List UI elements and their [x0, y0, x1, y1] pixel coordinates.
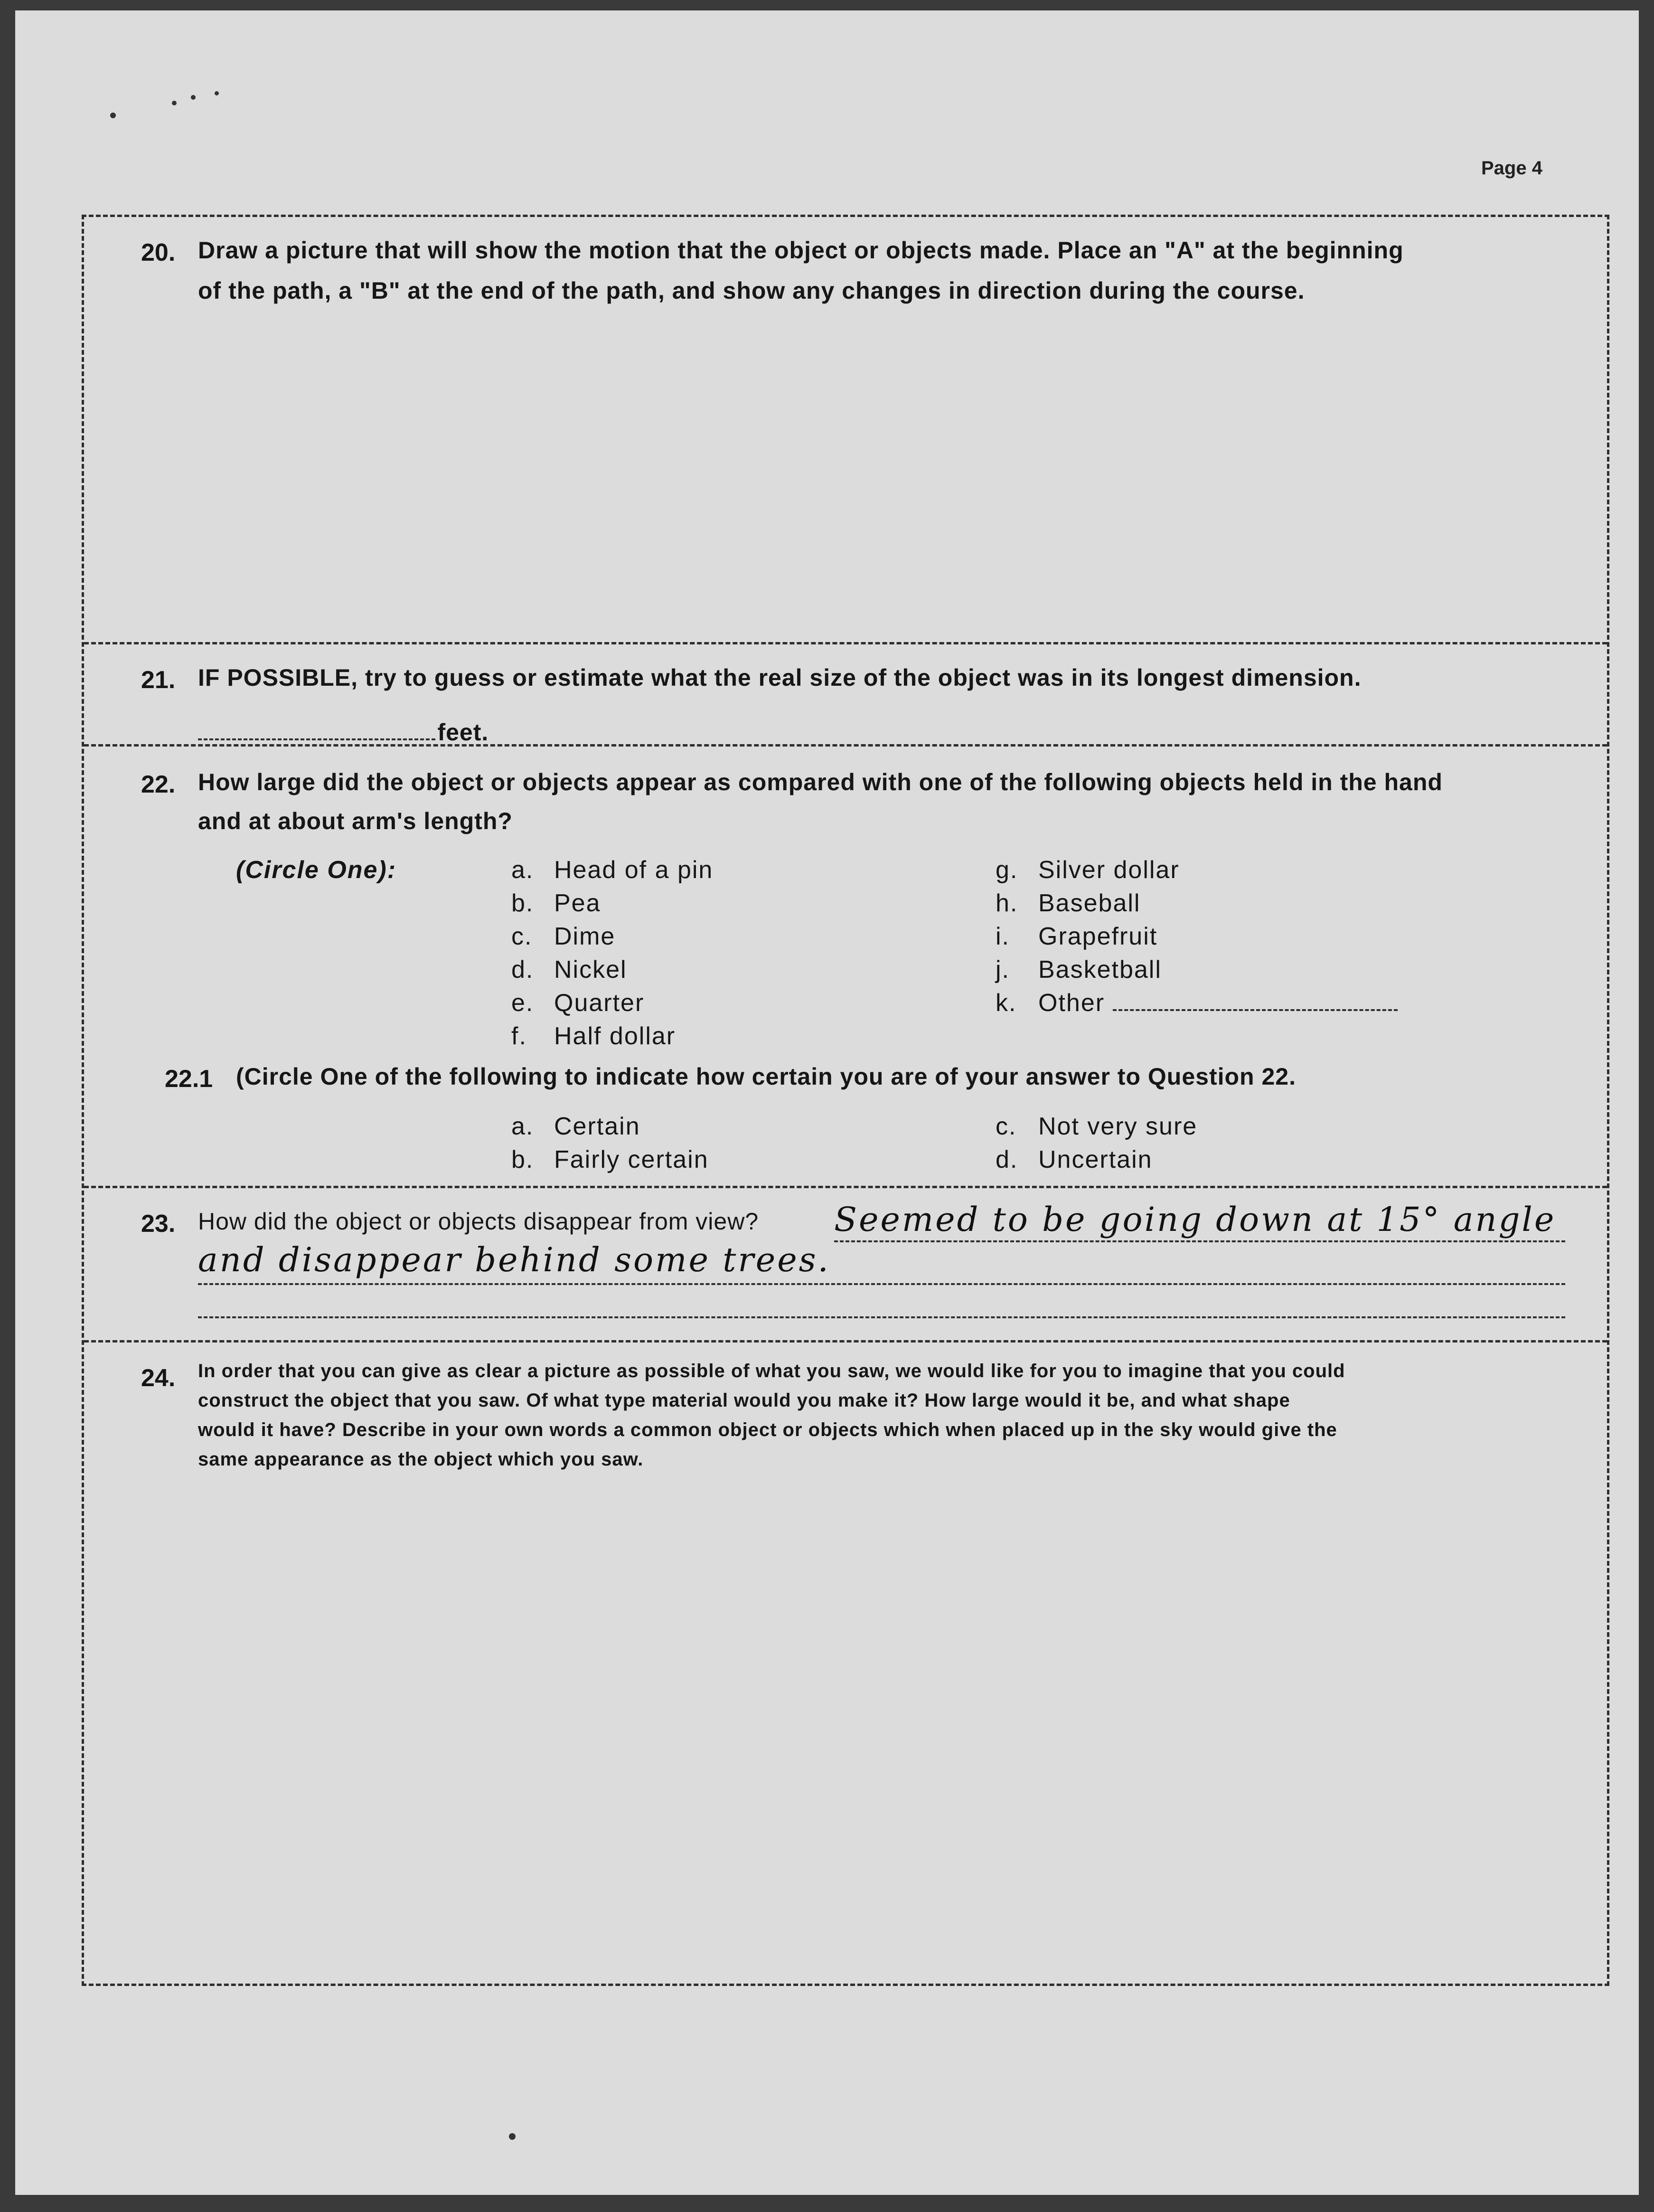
- option-label: Baseball: [1038, 889, 1141, 917]
- description-area[interactable]: [198, 1494, 1575, 1960]
- option-e[interactable]: [511, 989, 644, 1017]
- scan-speck: [191, 95, 196, 100]
- scan-speck: [215, 91, 219, 95]
- question-23-text: How did the object or objects disappear from view?: [198, 1208, 759, 1235]
- certainty-option-d[interactable]: [996, 1145, 1153, 1174]
- option-letter: i.: [996, 923, 1010, 950]
- question-22-text-line1: How large did the object or objects appear as compared with one of the following objects held in the hand: [198, 769, 1443, 795]
- question-22-text-line2: and at about arm's length?: [198, 808, 513, 834]
- certainty-option-b[interactable]: [511, 1145, 709, 1174]
- option-letter: c.: [996, 1113, 1017, 1140]
- option-letter: a.: [511, 1113, 534, 1140]
- option-label: Other: [1038, 989, 1105, 1017]
- option-k[interactable]: [996, 989, 1398, 1017]
- option-label: Uncertain: [1038, 1146, 1153, 1173]
- question-21-text: IF POSSIBLE, try to guess or estimate what the real size of the object was in its longest dimension.: [198, 664, 1362, 691]
- question-24-text-line2: construct the object that you saw. Of what type material would you make it? How large would it be, and what shape: [198, 1390, 1290, 1411]
- question-24-text-line3: would it have? Describe in your own words a common object or objects which when placed up in the sky would give the: [198, 1419, 1337, 1440]
- option-h[interactable]: [996, 889, 1140, 917]
- option-letter: g.: [996, 856, 1018, 884]
- option-a[interactable]: [511, 856, 713, 884]
- option-label: Nickel: [554, 956, 627, 983]
- scan-speck: [110, 113, 116, 118]
- question-20-number: 20.: [141, 239, 176, 266]
- option-c[interactable]: [511, 922, 615, 951]
- option-label: Not very sure: [1038, 1113, 1198, 1140]
- option-letter: j.: [996, 956, 1010, 983]
- question-23-number: 23.: [141, 1210, 176, 1238]
- drawing-area[interactable]: [198, 326, 1575, 621]
- option-letter: b.: [511, 1146, 534, 1173]
- option-letter: c.: [511, 923, 533, 950]
- option-letter: b.: [511, 889, 534, 917]
- handwritten-answer-line1: Seemed to be going down at 15° angle: [834, 1200, 1556, 1239]
- option-d[interactable]: [511, 955, 627, 984]
- scan-speck: [172, 101, 177, 105]
- answer-line-2[interactable]: [198, 1283, 1565, 1285]
- option-label: Dime: [554, 923, 616, 950]
- question-22-number: 22.: [141, 771, 176, 798]
- option-label: Half dollar: [554, 1022, 676, 1050]
- option-label: Grapefruit: [1038, 923, 1158, 950]
- question-22-section: [84, 747, 1607, 1188]
- size-unit-label: feet.: [437, 719, 489, 746]
- option-letter: e.: [511, 989, 534, 1017]
- question-20-text-line2: of the path, a "B" at the end of the path, and show any changes in direction during the course.: [198, 277, 1305, 304]
- circle-one-label: (Circle One):: [236, 856, 397, 884]
- handwritten-answer-line2: and disappear behind some trees.: [198, 1240, 830, 1279]
- question-form: [82, 215, 1609, 1986]
- question-21-number: 21.: [141, 666, 176, 694]
- option-label: Quarter: [554, 989, 645, 1017]
- option-letter: f.: [511, 1022, 527, 1050]
- option-i[interactable]: [996, 922, 1157, 951]
- answer-line-1[interactable]: [834, 1240, 1565, 1242]
- question-20-text-line1: Draw a picture that will show the motion that the object or objects made. Place an "A" at the beginning: [198, 237, 1404, 264]
- answer-line-3[interactable]: [198, 1316, 1565, 1318]
- option-label: Certain: [554, 1113, 640, 1140]
- question-24-text-line1: In order that you can give as clear a picture as possible of what you saw, we would like for you to imagine that you could: [198, 1361, 1345, 1381]
- option-letter: d.: [511, 956, 534, 983]
- question-21-section: [84, 644, 1607, 747]
- option-label: Silver dollar: [1038, 856, 1180, 884]
- scan-speck: [509, 2133, 516, 2140]
- question-24-text-line4: same appearance as the object which you saw.: [198, 1449, 644, 1470]
- option-letter: d.: [996, 1146, 1018, 1173]
- question-22-1-number: 22.1: [165, 1065, 213, 1093]
- option-label: Head of a pin: [554, 856, 714, 884]
- question-24-number: 24.: [141, 1364, 176, 1392]
- option-label: Basketball: [1038, 956, 1162, 983]
- option-letter: k.: [996, 989, 1017, 1017]
- option-letter: a.: [511, 856, 534, 884]
- option-f[interactable]: [511, 1022, 676, 1050]
- question-23-section: [84, 1188, 1607, 1342]
- question-20-section: [84, 217, 1607, 644]
- question-22-1-text: (Circle One of the following to indicate how certain you are of your answer to Question 22.: [236, 1063, 1296, 1090]
- page-number: Page 4: [1481, 158, 1542, 179]
- option-letter: h.: [996, 889, 1018, 917]
- document-page: [15, 10, 1639, 2195]
- size-estimate-blank[interactable]: [198, 719, 435, 740]
- option-label: Fairly certain: [554, 1146, 709, 1173]
- option-j[interactable]: [996, 955, 1162, 984]
- option-label: Pea: [554, 889, 601, 917]
- option-g[interactable]: [996, 856, 1180, 884]
- question-24-section: [84, 1342, 1607, 1984]
- certainty-option-c[interactable]: [996, 1112, 1197, 1141]
- other-blank[interactable]: [1113, 990, 1398, 1011]
- certainty-option-a[interactable]: [511, 1112, 640, 1141]
- option-b[interactable]: [511, 889, 601, 917]
